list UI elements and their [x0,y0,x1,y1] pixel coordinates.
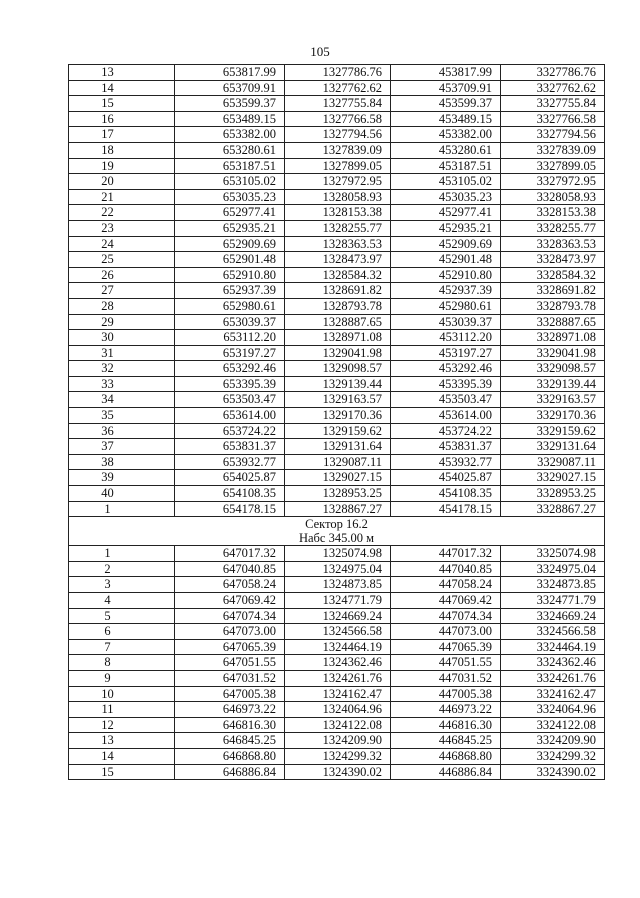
sector-elevation: Набс 345.00 м [298,531,375,546]
coordinate-cell: 652910.80 [175,267,285,283]
sector-header-row [69,517,605,546]
point-number-cell: 34 [69,392,175,408]
coordinate-cell: 453105.02 [391,174,501,190]
point-number-cell: 12 [69,717,175,733]
coordinate-cell: 1329041.98 [285,345,391,361]
coordinate-cell: 1329131.64 [285,439,391,455]
coordinate-cell: 1325074.98 [285,546,391,562]
point-number-cell: 25 [69,252,175,268]
coordinate-cell: 3324669.24 [501,608,605,624]
coordinate-cell: 1324566.58 [285,624,391,640]
table-row [69,686,605,702]
coordinate-cell: 653382.00 [175,127,285,143]
coordinate-cell: 453035.23 [391,189,501,205]
coordinate-cell: 652901.48 [175,252,285,268]
point-number-cell: 40 [69,486,175,502]
coordinate-cell: 3329098.57 [501,361,605,377]
point-number-cell: 13 [69,65,175,81]
coordinate-cell: 3329041.98 [501,345,605,361]
coordinate-cell: 1329163.57 [285,392,391,408]
coordinate-cell: 652937.39 [175,283,285,299]
sector-header-cell [69,517,605,546]
coordinate-cell: 647074.34 [175,608,285,624]
coordinate-cell: 653280.61 [175,142,285,158]
coordinate-cell: 3328953.25 [501,486,605,502]
coordinate-cell: 452977.41 [391,205,501,221]
coordinate-cell: 3324771.79 [501,593,605,609]
table-row [69,111,605,127]
coordinate-cell: 3329131.64 [501,439,605,455]
point-number-cell: 37 [69,439,175,455]
table-row [69,423,605,439]
coordinate-cell: 1324064.96 [285,702,391,718]
coordinate-cell: 1328691.82 [285,283,391,299]
coordinate-cell: 3324162.47 [501,686,605,702]
coordinate-cell: 3329087.11 [501,454,605,470]
point-number-cell: 5 [69,608,175,624]
coordinate-cell: 653709.91 [175,80,285,96]
coordinate-cell: 646868.80 [175,748,285,764]
coordinate-cell: 3328584.32 [501,267,605,283]
coordinate-cell: 3324390.02 [501,764,605,780]
table-row [69,561,605,577]
coordinate-cell: 3329027.15 [501,470,605,486]
table-row [69,546,605,562]
coordinate-cell: 1324771.79 [285,593,391,609]
coordinate-cell: 1324162.47 [285,686,391,702]
point-number-cell: 13 [69,733,175,749]
point-number-cell: 17 [69,127,175,143]
coordinate-cell: 3328793.78 [501,298,605,314]
table-row [69,639,605,655]
table-row [69,501,605,517]
coordinate-cell: 446886.84 [391,764,501,780]
coordinate-cell: 452901.48 [391,252,501,268]
table-row [69,96,605,112]
point-number-cell: 22 [69,205,175,221]
point-number-cell: 18 [69,142,175,158]
point-number-cell: 15 [69,96,175,112]
coordinate-cell: 1324390.02 [285,764,391,780]
point-number-cell: 26 [69,267,175,283]
coordinate-cell: 1328153.38 [285,205,391,221]
point-number-cell: 38 [69,454,175,470]
table-row [69,392,605,408]
coordinate-cell: 446868.80 [391,748,501,764]
coordinate-cell: 647069.42 [175,593,285,609]
coordinate-cell: 1329087.11 [285,454,391,470]
coordinate-cell: 1324873.85 [285,577,391,593]
coordinate-cell: 653724.22 [175,423,285,439]
coordinate-cell: 1328584.32 [285,267,391,283]
coordinate-cell: 3324209.90 [501,733,605,749]
table-row [69,748,605,764]
coordinate-cell: 3327972.95 [501,174,605,190]
coordinate-cell: 453599.37 [391,96,501,112]
coordinate-cell: 652980.61 [175,298,285,314]
coordinate-cell: 647065.39 [175,639,285,655]
table-row [69,717,605,733]
coordinate-cell: 1324209.90 [285,733,391,749]
coordinate-cell: 1327794.56 [285,127,391,143]
coordinate-cell: 1324975.04 [285,561,391,577]
table-row [69,142,605,158]
point-number-cell: 23 [69,220,175,236]
coordinate-cell: 1327762.62 [285,80,391,96]
coordinate-cell: 654108.35 [175,486,285,502]
coordinate-cell: 453395.39 [391,376,501,392]
coordinate-cell: 3328153.38 [501,205,605,221]
coordinate-cell: 454108.35 [391,486,501,502]
point-number-cell: 11 [69,702,175,718]
coordinate-cell: 647017.32 [175,546,285,562]
coordinate-cell: 453292.46 [391,361,501,377]
coordinate-cell: 3324873.85 [501,577,605,593]
coordinate-cell: 3327899.05 [501,158,605,174]
point-number-cell: 16 [69,111,175,127]
coordinate-cell: 3329139.44 [501,376,605,392]
point-number-cell: 20 [69,174,175,190]
coordinate-cell: 647040.85 [175,561,285,577]
point-number-cell: 39 [69,470,175,486]
coordinate-cell: 647031.52 [175,670,285,686]
coordinate-cell: 3329170.36 [501,408,605,424]
coordinate-cell: 653614.00 [175,408,285,424]
coordinate-cell: 446816.30 [391,717,501,733]
coordinates-table [68,64,605,780]
coordinate-cell: 652935.21 [175,220,285,236]
coordinate-cell: 653599.37 [175,96,285,112]
table-row [69,454,605,470]
coordinate-cell: 1327786.76 [285,65,391,81]
coordinate-cell: 453382.00 [391,127,501,143]
coordinate-cell: 1328793.78 [285,298,391,314]
coordinate-cell: 1329098.57 [285,361,391,377]
coordinate-cell: 646886.84 [175,764,285,780]
coordinate-cell: 3327794.56 [501,127,605,143]
table-row [69,205,605,221]
point-number-cell: 28 [69,298,175,314]
coordinate-cell: 453817.99 [391,65,501,81]
coordinate-cell: 452909.69 [391,236,501,252]
coordinate-cell: 1328058.93 [285,189,391,205]
coordinate-cell: 652909.69 [175,236,285,252]
coordinate-cell: 654178.15 [175,501,285,517]
coordinate-cell: 3324464.19 [501,639,605,655]
coordinate-cell: 653039.37 [175,314,285,330]
point-number-cell: 14 [69,80,175,96]
coordinate-cell: 1324122.08 [285,717,391,733]
coordinate-cell: 3327762.62 [501,80,605,96]
coordinate-cell: 1324669.24 [285,608,391,624]
point-number-cell: 8 [69,655,175,671]
coordinate-cell: 447058.24 [391,577,501,593]
coordinate-cell: 3328058.93 [501,189,605,205]
coordinate-cell: 3327755.84 [501,96,605,112]
table-row [69,314,605,330]
coordinate-cell: 3327839.09 [501,142,605,158]
coordinate-cell: 653035.23 [175,189,285,205]
coordinate-cell: 1329027.15 [285,470,391,486]
table-row [69,439,605,455]
coordinate-cell: 3327786.76 [501,65,605,81]
table-row [69,158,605,174]
point-number-cell: 6 [69,624,175,640]
table-row [69,65,605,81]
point-number-cell: 21 [69,189,175,205]
point-number-cell: 32 [69,361,175,377]
point-number-cell: 29 [69,314,175,330]
coordinate-cell: 446845.25 [391,733,501,749]
point-number-cell: 10 [69,686,175,702]
point-number-cell: 1 [69,546,175,562]
table-row [69,174,605,190]
point-number-cell: 27 [69,283,175,299]
coordinate-cell: 447051.55 [391,655,501,671]
coordinate-cell: 1327899.05 [285,158,391,174]
coordinate-cell: 1329170.36 [285,408,391,424]
table-row [69,764,605,780]
coordinate-cell: 1327766.58 [285,111,391,127]
table-row [69,252,605,268]
coordinate-cell: 653112.20 [175,330,285,346]
coordinate-cell: 453039.37 [391,314,501,330]
point-number-cell: 14 [69,748,175,764]
point-number-cell: 7 [69,639,175,655]
point-number-cell: 19 [69,158,175,174]
table-row [69,608,605,624]
coordinate-cell: 646845.25 [175,733,285,749]
table-row [69,80,605,96]
table-row [69,220,605,236]
table-row [69,624,605,640]
coordinate-cell: 447040.85 [391,561,501,577]
coordinate-cell: 454025.87 [391,470,501,486]
point-number-cell: 33 [69,376,175,392]
coordinate-cell: 447017.32 [391,546,501,562]
coordinate-cell: 653932.77 [175,454,285,470]
coordinate-cell: 3328473.97 [501,252,605,268]
point-number-cell: 15 [69,764,175,780]
table-row [69,361,605,377]
coordinate-cell: 447065.39 [391,639,501,655]
coordinate-cell: 453112.20 [391,330,501,346]
point-number-cell: 35 [69,408,175,424]
coordinate-cell: 454178.15 [391,501,501,517]
coordinate-cell: 453724.22 [391,423,501,439]
coordinate-cell: 1327972.95 [285,174,391,190]
coordinate-cell: 3328363.53 [501,236,605,252]
page-number: 105 [310,44,330,59]
coordinate-cell: 1328473.97 [285,252,391,268]
coordinate-cell: 1328971.08 [285,330,391,346]
coordinate-cell: 447031.52 [391,670,501,686]
coordinate-cell: 446973.22 [391,702,501,718]
coordinate-cell: 1328867.27 [285,501,391,517]
coordinate-cell: 1328953.25 [285,486,391,502]
point-number-cell: 4 [69,593,175,609]
coordinate-cell: 653197.27 [175,345,285,361]
point-number-cell: 1 [69,501,175,517]
coordinate-cell: 1324362.46 [285,655,391,671]
coordinate-cell: 452910.80 [391,267,501,283]
coordinate-cell: 1328363.53 [285,236,391,252]
table-row [69,702,605,718]
coordinates-sheet [68,64,604,780]
coordinate-cell: 646816.30 [175,717,285,733]
table-row [69,283,605,299]
sector-title: Сектор 16.2 [305,517,368,532]
coordinate-cell: 647005.38 [175,686,285,702]
coordinate-cell: 1328255.77 [285,220,391,236]
point-number-cell: 2 [69,561,175,577]
table-row [69,733,605,749]
table-row [69,408,605,424]
sector-header-block [69,517,605,546]
table-row [69,127,605,143]
table-row [69,267,605,283]
coordinate-cell: 3328887.65 [501,314,605,330]
coordinate-cell: 3324299.32 [501,748,605,764]
coordinate-cell: 1324299.32 [285,748,391,764]
coordinate-cell: 647073.00 [175,624,285,640]
coordinate-cell: 3328971.08 [501,330,605,346]
coordinate-cell: 447073.00 [391,624,501,640]
point-number-cell: 9 [69,670,175,686]
coordinate-cell: 452980.61 [391,298,501,314]
coordinate-cell: 652977.41 [175,205,285,221]
table-row [69,298,605,314]
coordinate-cell: 452937.39 [391,283,501,299]
table-row [69,577,605,593]
coordinate-cell: 1324261.76 [285,670,391,686]
coordinate-cell: 453709.91 [391,80,501,96]
point-number-cell: 3 [69,577,175,593]
coordinate-cell: 3329159.62 [501,423,605,439]
coordinate-cell: 653187.51 [175,158,285,174]
coordinate-cell: 647058.24 [175,577,285,593]
table-row [69,345,605,361]
coordinates-block-1 [69,65,605,517]
coordinate-cell: 453187.51 [391,158,501,174]
table-row [69,376,605,392]
coordinate-cell: 453489.15 [391,111,501,127]
coordinate-cell: 3324261.76 [501,670,605,686]
coordinate-cell: 453932.77 [391,454,501,470]
coordinate-cell: 653489.15 [175,111,285,127]
coordinate-cell: 3324122.08 [501,717,605,733]
coordinate-cell: 452935.21 [391,220,501,236]
table-row [69,670,605,686]
coordinate-cell: 453280.61 [391,142,501,158]
coordinate-cell: 653503.47 [175,392,285,408]
point-number-cell: 31 [69,345,175,361]
coordinate-cell: 653292.46 [175,361,285,377]
point-number-cell: 24 [69,236,175,252]
coordinate-cell: 3325074.98 [501,546,605,562]
coordinate-cell: 1324464.19 [285,639,391,655]
coordinate-cell: 646973.22 [175,702,285,718]
point-number-cell: 36 [69,423,175,439]
table-row [69,330,605,346]
coordinate-cell: 1328887.65 [285,314,391,330]
table-row [69,236,605,252]
coordinate-cell: 3329163.57 [501,392,605,408]
coordinates-block-2 [69,546,605,780]
coordinate-cell: 654025.87 [175,470,285,486]
coordinate-cell: 1329139.44 [285,376,391,392]
coordinate-cell: 1327839.09 [285,142,391,158]
coordinate-cell: 1329159.62 [285,423,391,439]
coordinate-cell: 1327755.84 [285,96,391,112]
coordinate-cell: 3328867.27 [501,501,605,517]
coordinate-cell: 647051.55 [175,655,285,671]
table-row [69,655,605,671]
coordinate-cell: 3327766.58 [501,111,605,127]
coordinate-cell: 453831.37 [391,439,501,455]
coordinate-cell: 447005.38 [391,686,501,702]
coordinate-cell: 447074.34 [391,608,501,624]
table-row [69,593,605,609]
table-row [69,486,605,502]
table-row [69,470,605,486]
coordinate-cell: 3328255.77 [501,220,605,236]
coordinate-cell: 3328691.82 [501,283,605,299]
coordinate-cell: 653817.99 [175,65,285,81]
coordinate-cell: 3324064.96 [501,702,605,718]
coordinate-cell: 453614.00 [391,408,501,424]
point-number-cell: 30 [69,330,175,346]
table-row [69,189,605,205]
coordinate-cell: 453503.47 [391,392,501,408]
coordinate-cell: 3324362.46 [501,655,605,671]
coordinate-cell: 3324566.58 [501,624,605,640]
coordinate-cell: 3324975.04 [501,561,605,577]
coordinate-cell: 447069.42 [391,593,501,609]
coordinate-cell: 653105.02 [175,174,285,190]
coordinate-cell: 653395.39 [175,376,285,392]
coordinate-cell: 453197.27 [391,345,501,361]
coordinate-cell: 653831.37 [175,439,285,455]
